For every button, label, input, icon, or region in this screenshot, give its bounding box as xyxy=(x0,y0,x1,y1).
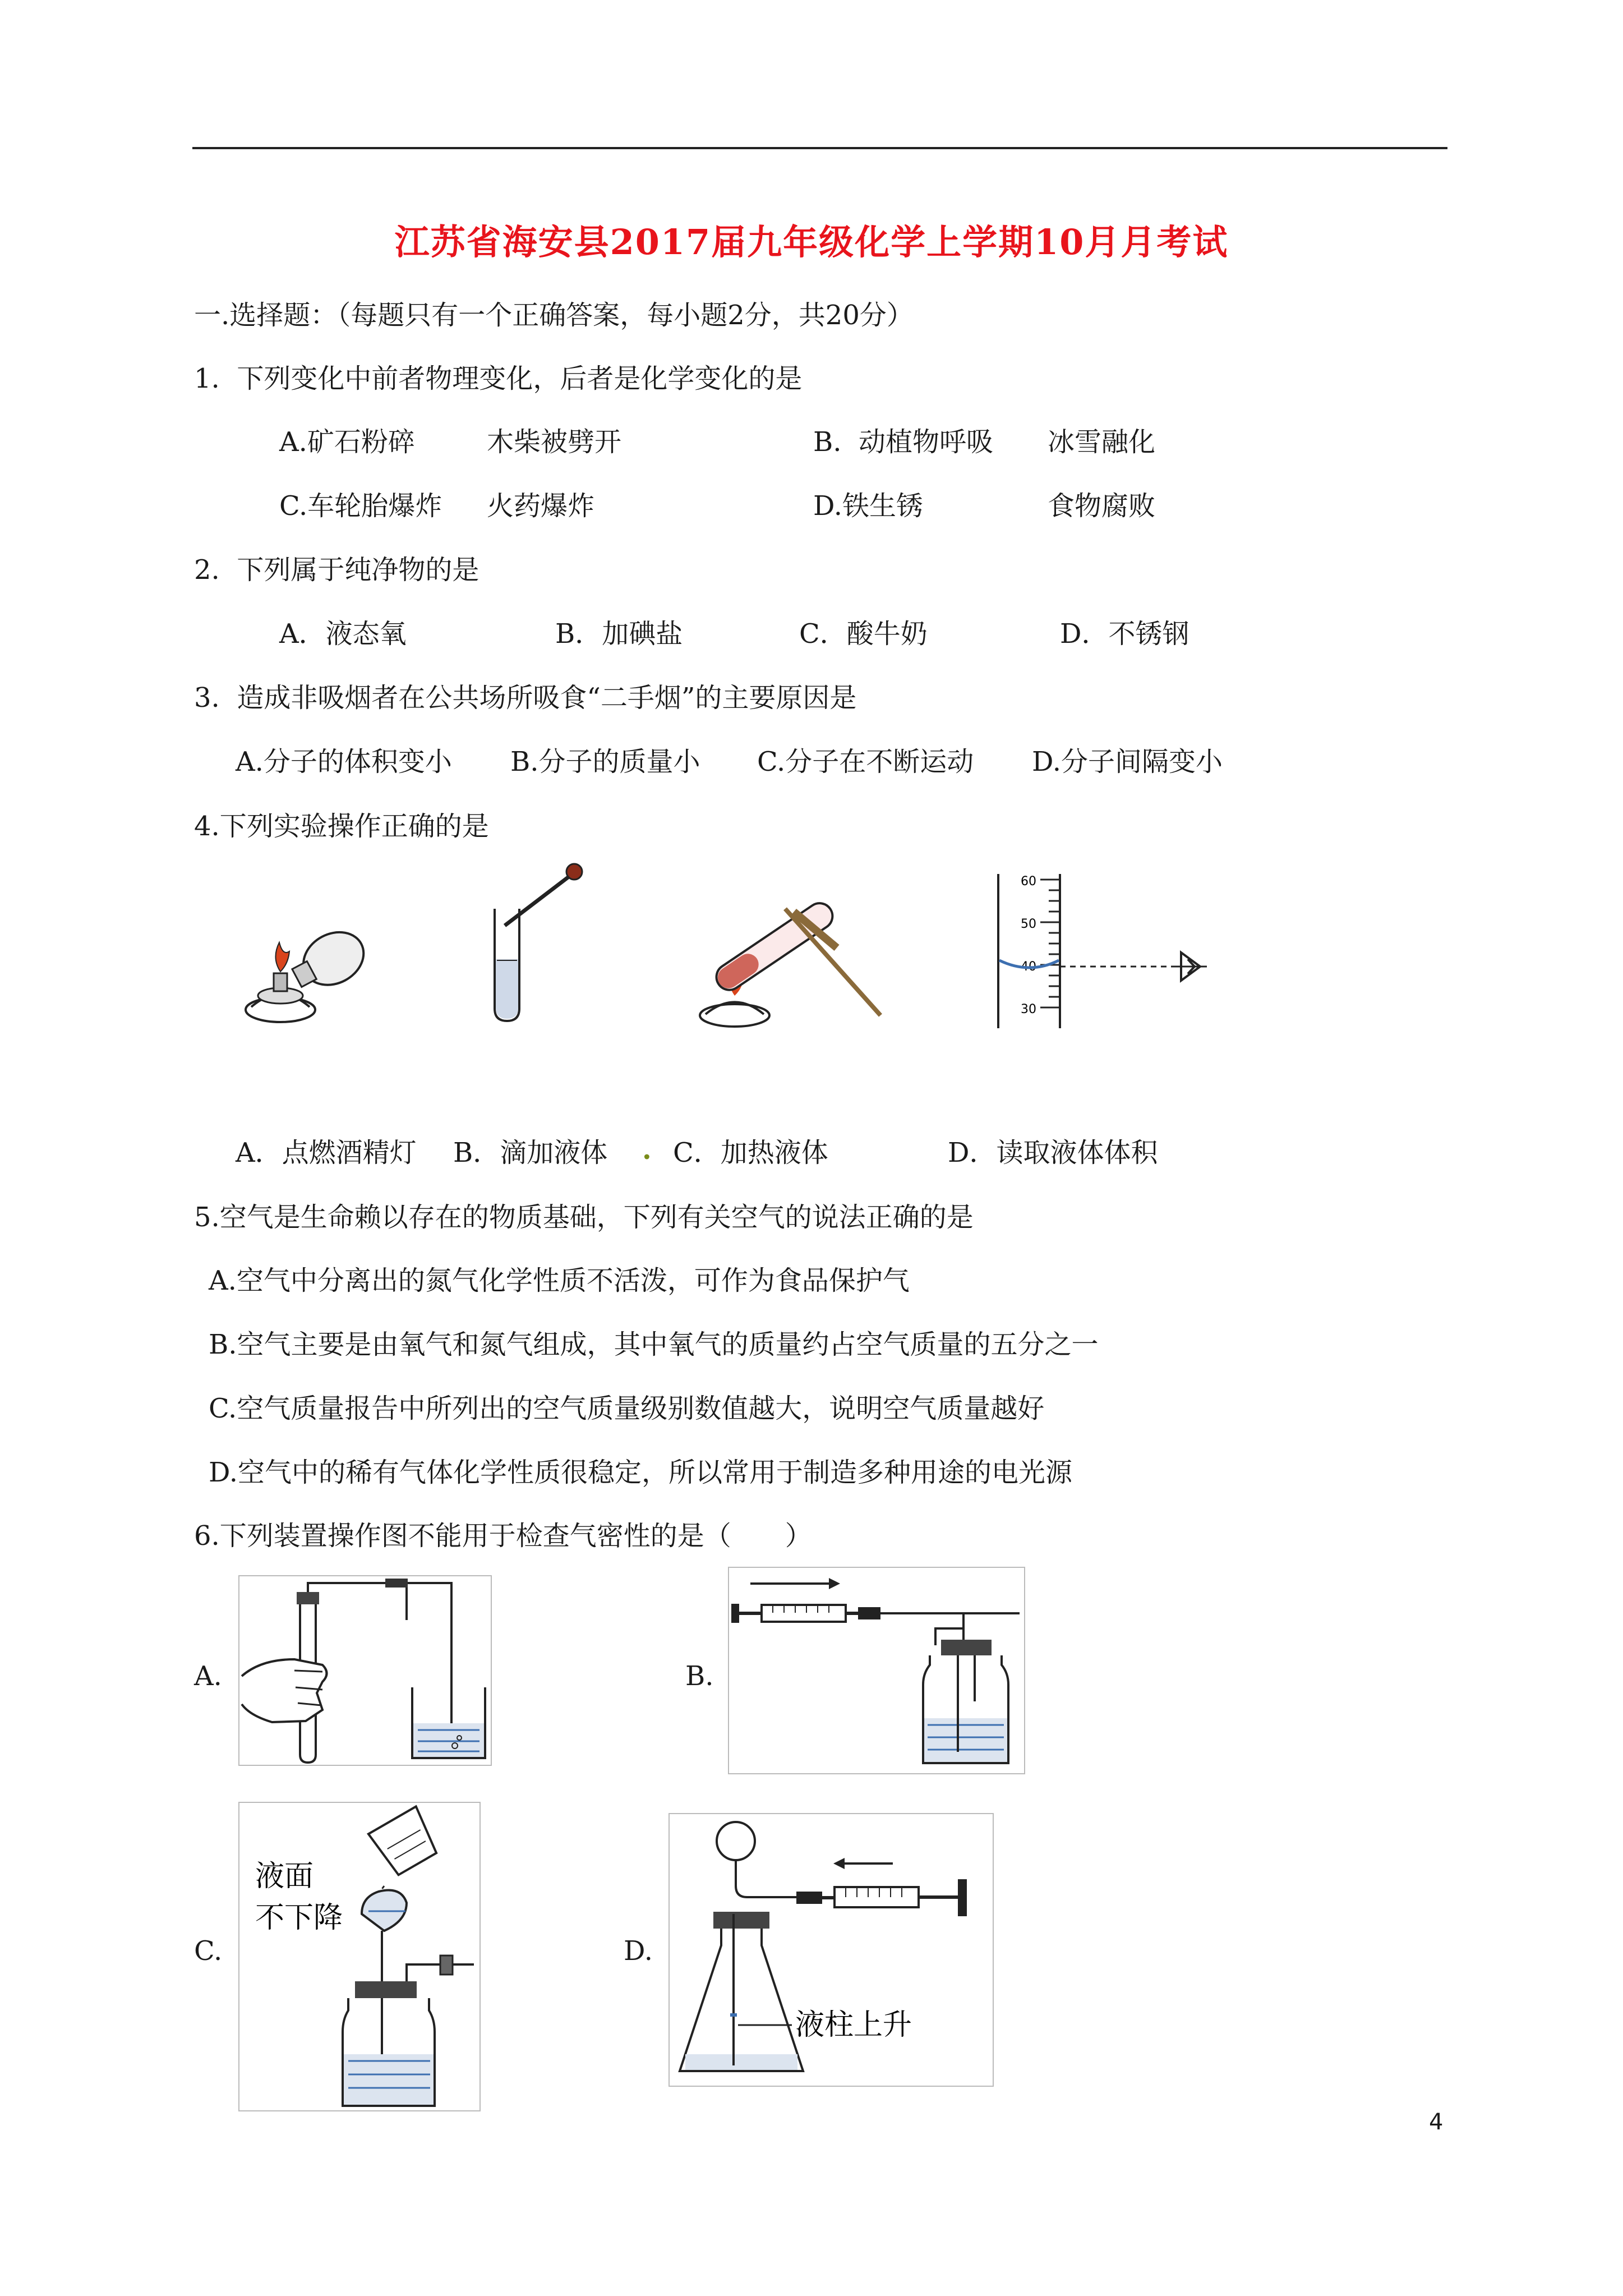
q2-option-a: A．液态氧 xyxy=(279,618,407,650)
q3-option-a: A.分子的体积变小 xyxy=(236,746,452,777)
heating-liquid-figure xyxy=(690,875,892,1038)
question-1-stem: 1. 下列变化中前者物理变化，后者是化学变化的是 xyxy=(194,363,803,394)
stray-dot: . xyxy=(642,1134,652,1166)
q2-option-d: D．不锈钢 xyxy=(1060,618,1189,650)
airtight-test-a-figure xyxy=(238,1575,492,1766)
tick-50: 50 xyxy=(1021,917,1036,931)
q6-label-a: A. xyxy=(194,1660,222,1692)
q4-option-a: A．点燃酒精灯 xyxy=(236,1137,417,1168)
q1-option-d2: 食物腐败 xyxy=(1048,490,1156,522)
q3-option-b: B.分子的质量小 xyxy=(510,746,700,777)
page-number: 4 xyxy=(1429,2109,1444,2135)
airtight-test-d-figure xyxy=(668,1813,994,2087)
q2-option-c: C．酸牛奶 xyxy=(799,618,928,650)
question-2-stem: 2. 下列属于纯净物的是 xyxy=(194,554,479,586)
tick-40: 40 xyxy=(1021,960,1036,974)
dropper-figure xyxy=(482,858,594,1027)
q1-option-a2: 木柴被劈开 xyxy=(487,426,622,458)
q1-option-c: C.车轮胎爆炸 xyxy=(279,490,442,522)
q5-option-d: D.空气中的稀有气体化学性质很稳定，所以常用于制造多种用途的电光源 xyxy=(209,1457,1073,1488)
q5-option-a: A.空气中分离出的氮气化学性质不活泼，可作为食品保护气 xyxy=(209,1265,910,1296)
question-4-stem: 4.下列实验操作正确的是 xyxy=(194,811,489,842)
annotation-c-line-2: 不下降 xyxy=(255,1901,343,1935)
q3-option-c: C.分子在不断运动 xyxy=(757,746,974,777)
q1-option-b: B. 动植物呼吸 xyxy=(813,426,994,458)
q4-option-d: D．读取液体体积 xyxy=(948,1137,1158,1168)
lamp-lighting-figure xyxy=(236,898,376,1032)
tick-60: 60 xyxy=(1021,875,1036,889)
question-5-stem: 5.空气是生命赖以存在的物质基础，下列有关空气的说法正确的是 xyxy=(194,1202,974,1233)
q3-option-d: D.分子间隔变小 xyxy=(1032,746,1223,777)
header-rule xyxy=(192,147,1447,149)
q1-option-b2: 冰雪融化 xyxy=(1048,426,1156,458)
q4-option-c: C．加热液体 xyxy=(673,1137,828,1168)
annotation-c-line-1: 液面 xyxy=(255,1860,314,1893)
q4-option-b: B．滴加液体 xyxy=(453,1137,608,1168)
q6-label-b: B. xyxy=(685,1660,714,1692)
section-heading: 一.选择题：（每题只有一个正确答案，每小题2分，共20分） xyxy=(194,300,914,331)
airtight-test-b-figure xyxy=(728,1567,1025,1774)
q5-option-b: B.空气主要是由氧气和氮气组成，其中氧气的质量约占空气质量的五分之一 xyxy=(209,1329,1099,1360)
page-title: 江苏省海安县2017届九年级化学上学期10月月考试 xyxy=(394,222,1229,263)
question-3-stem: 3. 造成非吸烟者在公共场所吸食“二手烟”的主要原因是 xyxy=(194,682,857,714)
question-6-stem: 6.下列装置操作图不能用于检查气密性的是（ ） xyxy=(194,1520,812,1552)
q1-option-d: D.铁生锈 xyxy=(813,490,924,522)
graduated-cylinder-figure xyxy=(993,868,1228,1031)
q1-option-c2: 火药爆炸 xyxy=(487,490,595,522)
annotation-d: 液柱上升 xyxy=(795,2008,912,2042)
tick-30: 30 xyxy=(1021,1002,1036,1016)
q5-option-c: C.空气质量报告中所列出的空气质量级别数值越大，说明空气质量越好 xyxy=(209,1393,1045,1424)
airtight-test-c-figure xyxy=(238,1802,481,2111)
q6-label-c: C. xyxy=(194,1935,223,1967)
q6-label-d: D. xyxy=(624,1935,653,1967)
q2-option-b: B．加碘盐 xyxy=(555,618,683,650)
q1-option-a: A.矿石粉碎 xyxy=(279,426,415,458)
